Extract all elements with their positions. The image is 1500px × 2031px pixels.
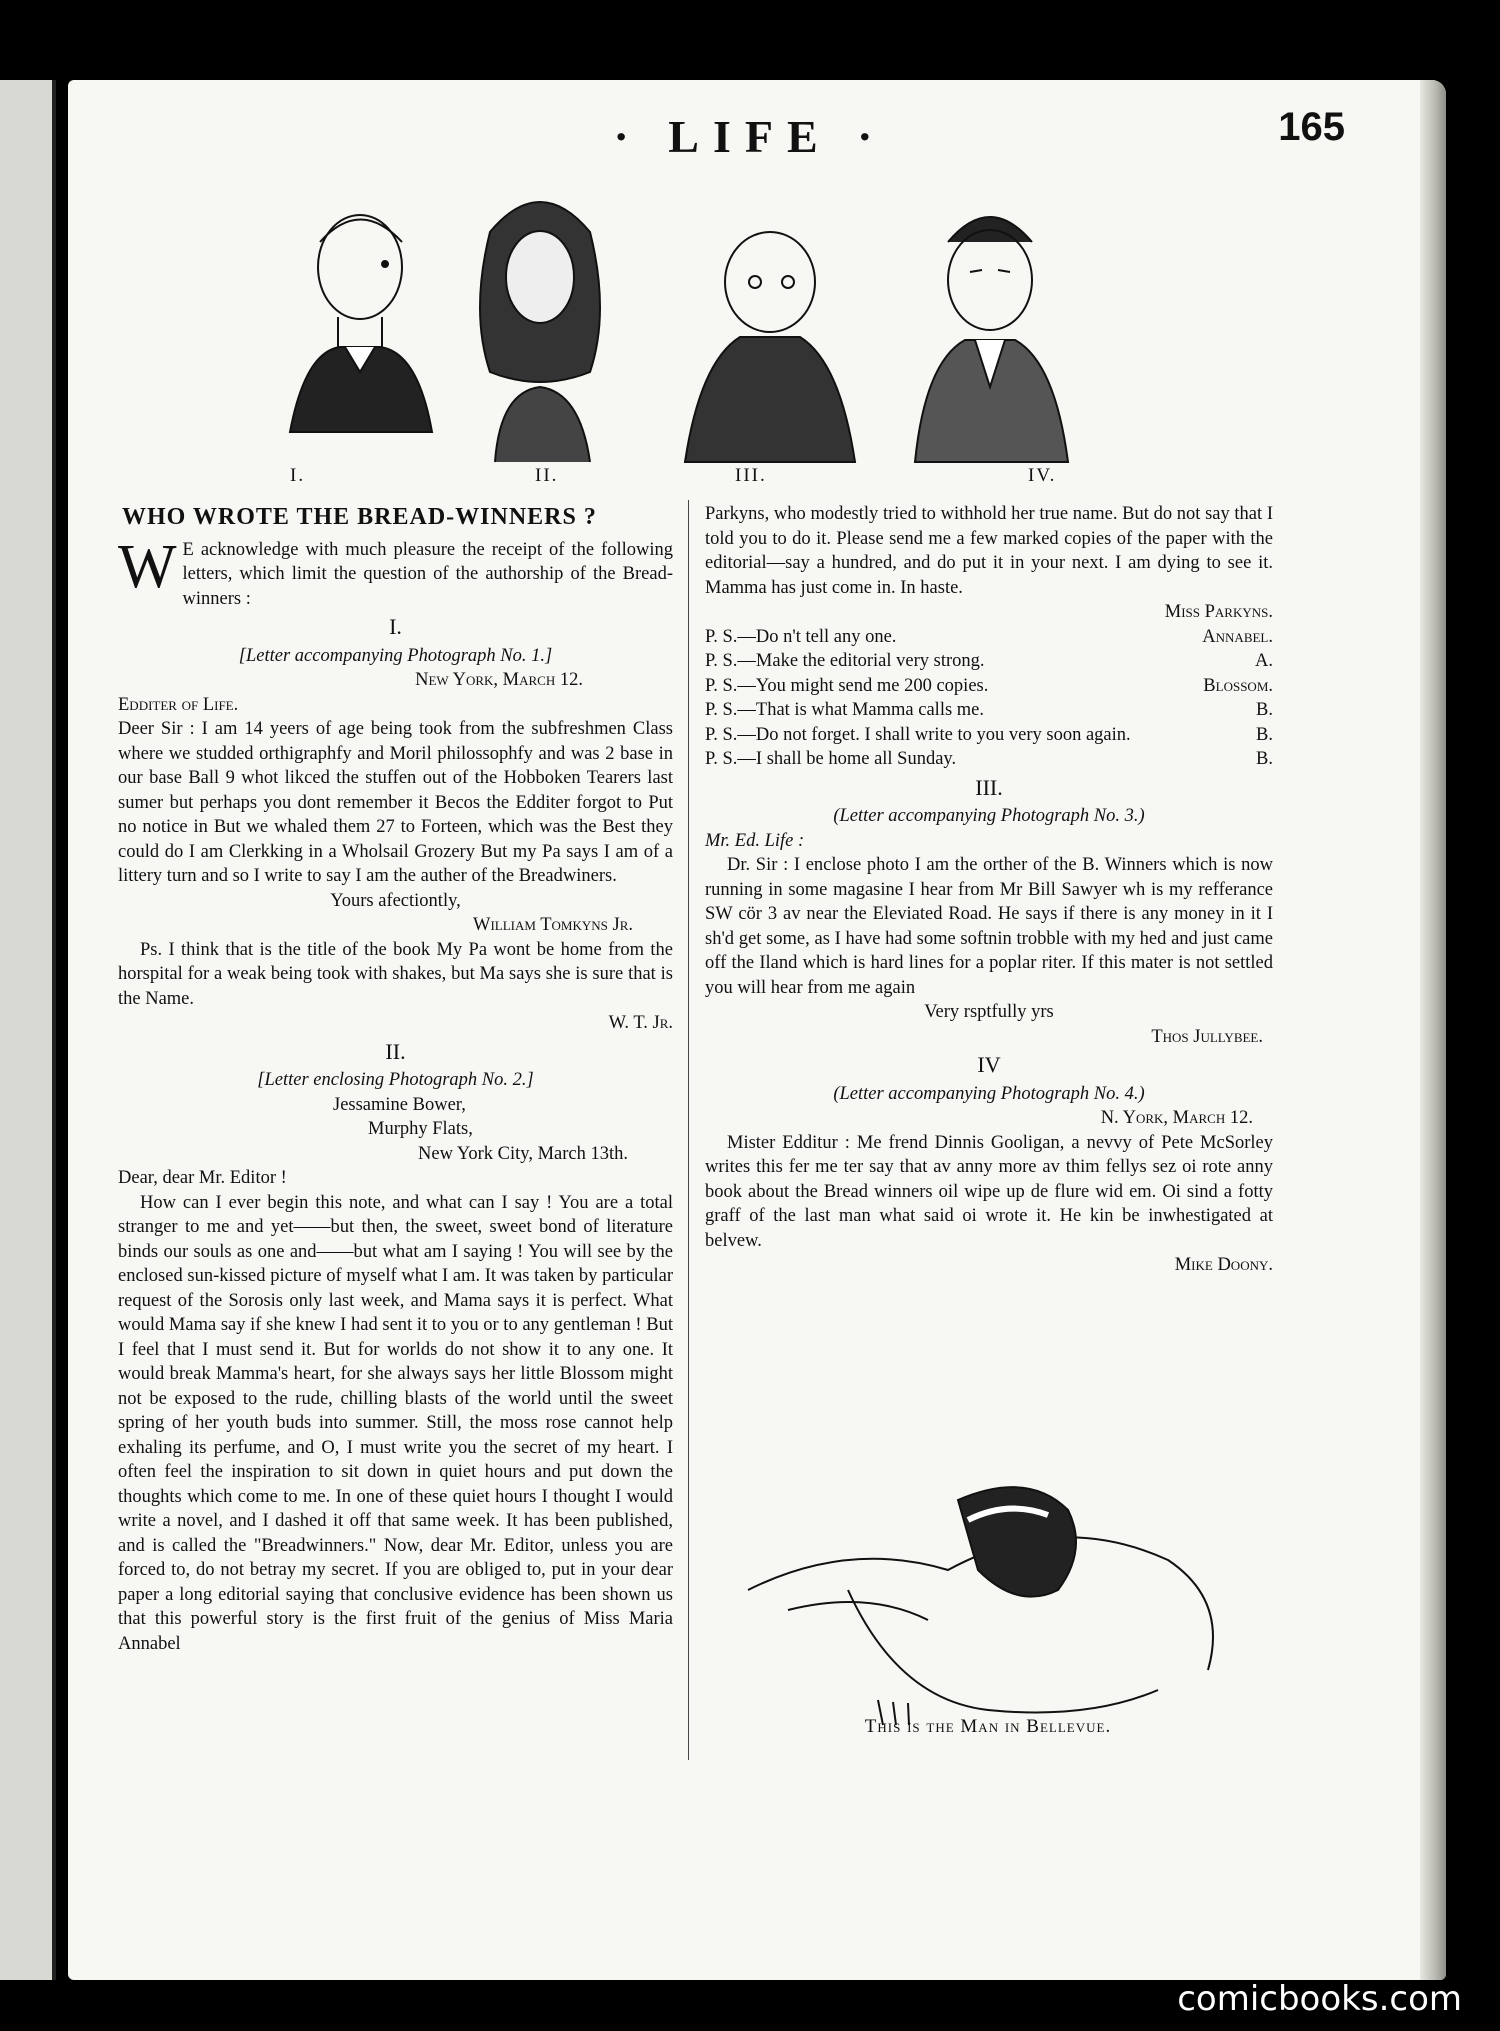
bellevue-illustration	[728, 1440, 1248, 1730]
letter2-salutation: Dear, dear Mr. Editor !	[118, 1168, 287, 1188]
letter4-bracket: (Letter accompanying Photograph No. 4.)	[833, 1083, 1145, 1104]
postscript-text: P. S.—That is what Mamma calls me.	[705, 700, 985, 720]
portrait-row	[200, 172, 1100, 492]
letter1-dateline: New York, March 12.	[415, 670, 583, 690]
portrait-label-3: III.	[735, 465, 767, 486]
intro-text: E acknowledge with much pleasure the receipt of the following letters, which limit the question of the authorship of the Bread-winners :	[182, 539, 673, 609]
letter3-bracket: (Letter accompanying Photograph No. 3.)	[833, 806, 1145, 826]
illustration-caption: This is the Man in Bellevue.	[864, 1716, 1112, 1737]
intro-paragraph	[118, 532, 673, 612]
postscript-sign: B.	[1256, 724, 1273, 745]
postscript	[705, 723, 1273, 748]
letter3-signature: Thos Jullybee.	[1151, 1026, 1263, 1047]
postscript-sign: B.	[1256, 749, 1273, 769]
page-edge-shadow	[1420, 80, 1446, 1980]
portrait-label-4: IV.	[1028, 465, 1057, 486]
article-headline: WHO WROTE THE BREAD-WINNERS ?	[122, 504, 597, 530]
letter1-signature: William Tomkyns Jr.	[472, 915, 633, 935]
letter2-address-3: New York City, March 13th.	[418, 1143, 629, 1164]
letter1-initials: W. T. Jr.	[608, 1013, 673, 1033]
postscript	[705, 625, 1273, 650]
letter1-number: I.	[389, 614, 402, 639]
postscript-text: P. S.—You might send me 200 copies.	[705, 675, 989, 696]
portrait-stern-man	[890, 172, 1090, 472]
postscript	[705, 747, 1273, 772]
portrait-label-2: II.	[535, 465, 559, 486]
column-divider	[688, 500, 689, 1760]
letter4-signature: Mike Doony.	[1174, 1255, 1273, 1275]
letter3-number: III.	[975, 774, 1003, 800]
left-column	[118, 505, 673, 1656]
letter2-body: How can I ever begin this note, and what can I say ! You are a total stranger to me and yet——but then, the sweet, sweet bond of literature binds our souls as one and——but what am I saying ! You will see by the enclosed sun-kissed picture of myself what I am. It was taken by particular request of the Sorosis only last week, and Mama says it is perfect. What would Mama say if she knew I had sent it to you or to any gentleman ! But I feel that I must send it. But for worlds do not show it to any one. It would break Mamma's heart, for she always says her little Blossom might not be exposed to the rude, chilling blasts of the world until the sweet spring of her youth buds into summer. Still, the moss rose cannot help exhaling its perfume, and O, I must write you the secret of my heart. I often feel the inspiration to sit down in quiet hours and put down the thoughts which come to me. In one of these quiet hours I thought I would write a novel, and I dashed it off that same week. It has been published, and is called the "Breadwinners." Now, dear Mr. Editor, unless you are forced to, do not betray my secret. If you are obliged to, put in your dear paper a long editorial saying that conclusive evidence has been shown us that this powerful story is the first fruit of the genius of Miss Maria Annabel	[118, 1192, 673, 1654]
letter4-number: IV	[977, 1052, 1001, 1077]
postscript-sign: Annabel.	[1202, 626, 1273, 647]
postscript-text: P. S.—Do n't tell any one.	[705, 626, 897, 647]
letter3-body: Dr. Sir : I enclose photo I am the orther of the B. Winners which is now running in some magasine I hear from Mr Bill Sawyer wh is my refferance SW cör 3 av near the Eleviated Road. He says if there is any money in it I sh'd get some, as I have had some softnin trobble with my hed and just came off the Iland which is hard lines for a poplar riter. If this mater is not settled you will hear from me again	[705, 855, 1273, 998]
letter2-address-1: Jessamine Bower,	[333, 1094, 466, 1115]
letter4-body: Mister Edditur : Me frend Dinnis Gooligan, a nevvy of Pete McSorley writes this fer me ter say that av anny more av thim fellys sez oi rote anny book about the Bread winners oil wipe up de flure wid em. Oi sind a fotty graff of the last man what said oi wrote it. He kin be inwhestigated at belvew.	[705, 1132, 1273, 1251]
right-column	[705, 502, 1273, 1278]
letter2-bracket: [Letter enclosing Photograph No. 2.]	[257, 1070, 534, 1090]
letter1-salutation: Edditer of Life.	[118, 694, 239, 715]
drop-cap: W	[118, 532, 177, 601]
letter1-body: Deer Sir : I am 14 yeers of age being took from the subfreshmen Class where we studded orthigraphfy and Moril philossophfy and was 2 base in our base Ball 9 whot likced the stuffen out of the Hobboken Tearers last sumer but perhaps you dont remember it Becos the Edditer forgot to Put no notice in But we whaled them 27 to Forteen, which was the Best they could do I am Clerkking in a Wholsail Grozery But my Pa says I am of a littery turn and so I write to say I am the auther of the Breadwiners.	[118, 719, 673, 886]
postscript-sign: Blossom.	[1203, 675, 1273, 696]
letter1-closing: Yours afectiontly,	[330, 890, 461, 911]
postscript-sign: A.	[1255, 651, 1273, 671]
postscript	[705, 698, 1273, 723]
letter2-address-2: Murphy Flats,	[368, 1119, 473, 1139]
portrait-bald-man	[670, 172, 870, 472]
letter2-continued: Parkyns, who modestly tried to withhold her true name. But do not say that I told you to do it. Please send me a few marked copies of the paper with the editorial—say a hundred, and do put it in your next. I am dying to see it. Mamma has just come in. In haste.	[705, 504, 1273, 598]
postscript-text: P. S.—I shall be home all Sunday.	[705, 749, 957, 769]
letter2-postscripts	[705, 625, 1273, 772]
adjacent-page-edge	[0, 80, 56, 1980]
postscript-text: P. S.—Do not forget. I shall write to you very soon again.	[705, 724, 1131, 745]
letter2-number: II.	[385, 1038, 406, 1064]
portrait-boy	[260, 172, 460, 472]
watermark: comicbooks.com	[1177, 1979, 1462, 2019]
letter4-dateline: N. York, March 12.	[1100, 1108, 1253, 1128]
letter1-bracket: [Letter accompanying Photograph No. 1.]	[238, 645, 553, 666]
masthead: · LIFE ·	[613, 111, 887, 162]
letter3-salutation: Mr. Ed. Life :	[705, 830, 805, 851]
page-number: 165	[1278, 105, 1345, 149]
postscript	[705, 649, 1273, 674]
portrait-woman	[440, 172, 640, 472]
postscript-sign: B.	[1256, 700, 1273, 720]
letter3-closing: Very rsptfully yrs	[924, 1002, 1054, 1022]
letter1-ps: Ps. I think that is the title of the book My Pa wont be home from the horspital for a weak being took with shakes, but Ma says she is sure that is the Name.	[118, 939, 673, 1009]
postscript	[705, 674, 1273, 699]
portrait-label-1: I.	[290, 465, 306, 486]
letter2-signature: Miss Parkyns.	[1164, 602, 1273, 622]
postscript-text: P. S.—Make the editorial very strong.	[705, 651, 985, 671]
